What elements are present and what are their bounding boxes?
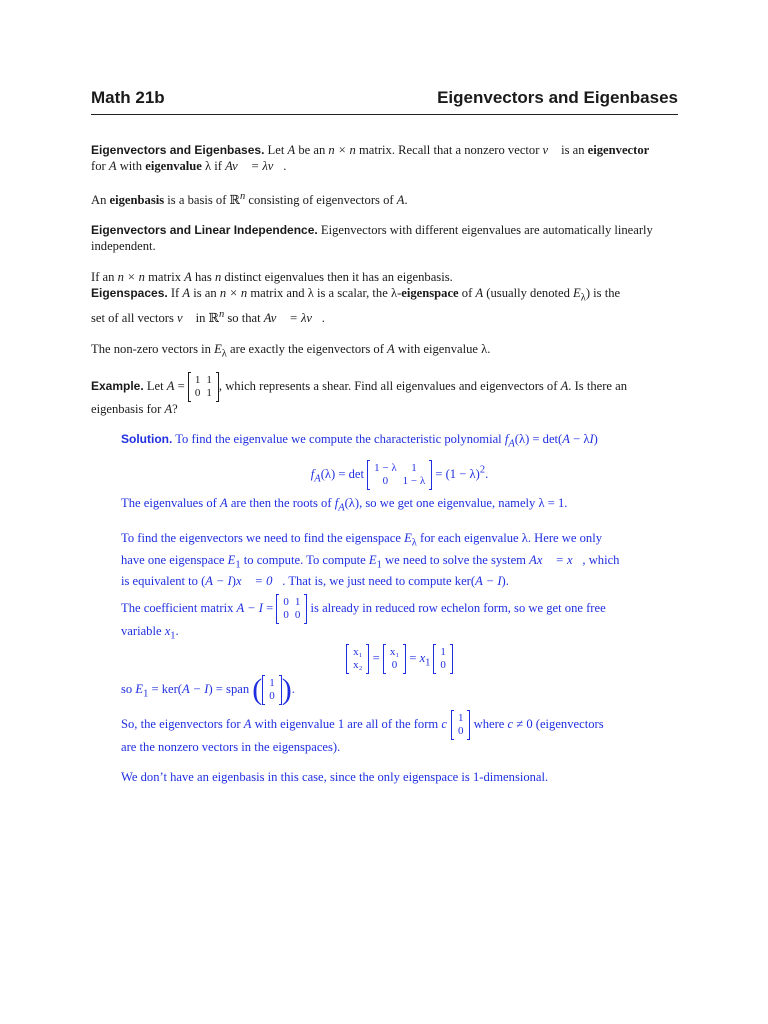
matrix-entry: 1 [457, 711, 464, 724]
vector-equation: x₁ x₂ = x₁ 0 = $x_1$ 1 0 [121, 645, 678, 673]
course-title: Math 21b [91, 88, 165, 107]
matrix-entry: 1 − λ [402, 474, 426, 487]
matrix-entry: 1 [294, 596, 301, 609]
matrix-entry: 1 − λ [374, 461, 397, 474]
page-header [91, 88, 678, 115]
matrix-grid [387, 646, 402, 672]
matrix-entry: 1 [440, 645, 446, 658]
matrix-entry: x₁ [353, 645, 363, 658]
matrix-entry: 0 [457, 724, 464, 737]
matrix-entry: 1 [411, 461, 417, 474]
matrix-entry: 0 [391, 658, 398, 671]
vector-x [346, 645, 369, 673]
eigenspaces-definition: Eigenspaces. If A is an n × n matrix and λ is a scalar, the λ-eigenspace of A (usually denoted $E_\lambda$) is the set of all vectors v⃗ in ℝ$^n$ so that Av⃗ = λv⃗. [91, 286, 621, 325]
content [91, 142, 678, 785]
coefficient-matrix: The coefficient matrix A − I = 0 1 0 0 is already in reduced row echelon form, so we get one free variable $x_1$. [121, 596, 606, 642]
matrix-grid [437, 646, 449, 672]
matrix-entry: x₁ [389, 645, 400, 658]
matrix-entry: 1 [194, 374, 201, 387]
eigenvector-form: So, the eigenvectors for A with eigenvalue 1 are all of the form c 1 0 where c ≠ 0 (eigenvectors are the nonzero vectors in the eigenspaces). [121, 711, 604, 754]
matrix-entry: 0 [283, 609, 289, 622]
example-matrix [188, 373, 219, 401]
linear-independence: Eigenvectors and Linear Independence. Eigenvectors with different eigenvalues are automatically linearly independent. [91, 223, 653, 254]
vector-basis [433, 645, 453, 673]
matrix-entry: 0 [283, 596, 289, 609]
matrix-entry: x₂ [353, 658, 363, 671]
matrix-entry: 1 [269, 676, 275, 689]
matrix-entry: 1 [206, 374, 212, 387]
characteristic-polynomial: $f_A(\lambda) = \det$ 1 − λ 1 0 1 − λ = $(1 - \lambda)^2$. [310, 461, 489, 487]
eigenspace-paragraph: To find the eigenvectors we need to find the eigenspace $E_\lambda$ for each eigenvalue λ. Here we only have one eigenspace $E_1$ to compute. To compute $E_1$ we need to solve the system Ax⃗ = x⃗, which is equivalent to (A − I)x⃗ = 0⃗. That is, we just need to compute ker(A − I). [121, 531, 620, 589]
distinct-eigenvalues: If an n × n matrix A has n distinct eigenvalues then it has an eigenbasis. [91, 270, 453, 285]
matrix-grid [371, 462, 428, 488]
solution-intro: Solution. To find the eigenvalue we compute the characteristic polynomial $f_A(\lambda) = \det(A - \lambda I)$ [121, 432, 598, 450]
span-vector [262, 676, 282, 704]
definition-eigenbasis: An eigenbasis is a basis of ℝ$^n$ consisting of eigenvectors of A. [91, 191, 408, 208]
conclusion: We don’t have an eigenbasis in this case, since the only eigenspace is 1-dimensional. [121, 769, 549, 784]
form-vector [451, 711, 471, 739]
vector-x1-0 [383, 645, 406, 673]
matrix-entry: 0 [269, 689, 275, 702]
matrix-grid [192, 374, 215, 400]
matrix-entry: 0 [294, 609, 301, 622]
matrix-entry: 1 [206, 387, 212, 400]
matrix-grid [350, 646, 365, 672]
matrix-grid [280, 596, 303, 622]
left-paren: ( [252, 672, 263, 706]
nonzero-vectors: The non-zero vectors in $E_\lambda$ are exactly the eigenvectors of A with eigenvalue λ. [91, 341, 491, 360]
matrix-entry: 0 [382, 474, 389, 487]
matrix-entry: 0 [440, 658, 446, 671]
matrix-grid [266, 677, 278, 703]
matrix-grid [455, 712, 467, 738]
eigenvalue-roots: The eigenvalues of A are then the roots of $f_A(\lambda)$, so we get one eigenvalue, namely λ = 1. [121, 495, 568, 514]
char-matrix [367, 461, 432, 489]
example: Example. Let A = 1 1 0 1 , which represents a shear. Find all eigenvalues and eigenvectors of A. Is there an eigenbasis for A? [91, 374, 628, 417]
solution [121, 431, 678, 785]
right-paren: ) [281, 672, 292, 706]
document-title: Eigenvectors and Eigenbases [437, 88, 678, 107]
coef-matrix [276, 595, 307, 623]
matrix-entry: 0 [194, 387, 201, 400]
span-line: so $E_1 = ker(A - I)$ = span ( 1 0 ). [121, 672, 295, 706]
page [91, 88, 678, 785]
definition-eigenvectors: Eigenvectors and Eigenbases. Let A be an n × n matrix. Recall that a nonzero vector v⃗ is an eigenvector for A with eigenvalue λ if Av⃗ = λv⃗. [91, 143, 650, 173]
